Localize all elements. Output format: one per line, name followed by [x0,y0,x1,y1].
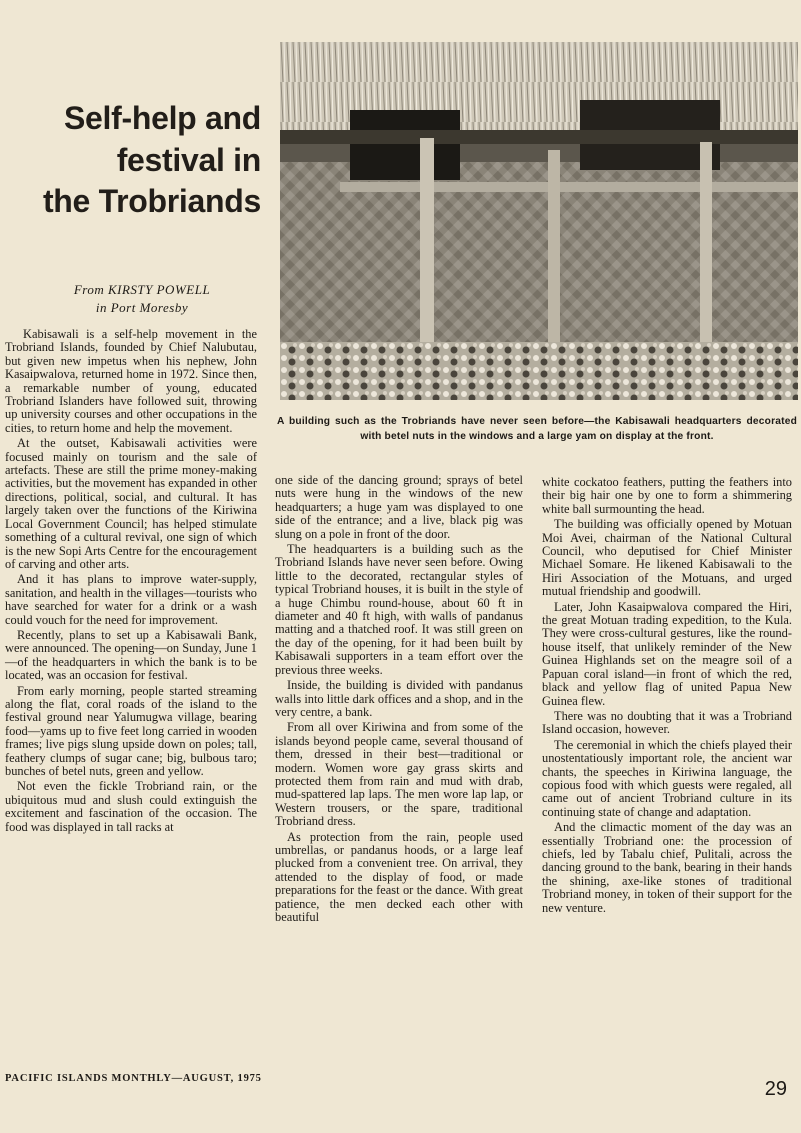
article-column-2 [275,474,523,926]
paragraph: Kabisawali is a self-help movement in the Trobriand Islands, founded by Chief Nalubutau, but given new impetus when his nephew, John Kasaipwalova, returned home in 1972. Since then, a remarkable number of young, educated Trobriand Islanders have followed suit, throwing up university courses and other occupations in the cities, to return home and help the movement. [5,327,257,435]
paragraph: The building was officially opened by Motuan Moi Avei, chairman of the National Cultural Council, who deputised for Chief Minister Michael Somare. He likened Kabisawali to the Hiri Association of the Motuans, and urged mutual friendship and goodwill. [542,517,792,599]
paragraph: one side of the dancing ground; sprays of betel nuts were hung in the windows of the new headquarters; a huge yam was displayed to one side of the entrance; and a live, black pig was slung on a pole in front of the door. [275,473,523,541]
paragraph: white cockatoo feathers, putting the feathers into their big hair one by one to form a shimmering white ball surmounting the head. [542,475,792,516]
paragraph: The headquarters is a building such as the Trobriand Islands have never seen before. Owing little to the decorated, rectangular styles of typical Trobriand houses, it is built in the style of a huge Chimbu round-house, about 60 ft in diameter and 40 ft high, with walls of pandanus matting and a thatched roof. It was still green on the day of the opening, for it had been built by Kabisawali supporters in a team effort over the previous three weeks. [275,542,523,677]
byline-author: From KIRSTY POWELL [73,282,211,297]
article-column-3 [542,476,792,917]
paragraph: From all over Kiriwina and from some of the islands beyond people came, several thousand of them, dressed in their best—traditional or modern. Women wore gay grass skirts and protected them from rain and mud with drab, mud-spattered lap laps. The men wore lap lap, or Western trousers, or the spare, traditional Trobriand dress. [275,720,523,829]
byline [22,281,262,316]
paragraph: There was no doubting that it was a Trobriand Island occasion, however. [542,708,792,737]
paragraph: As protection from the rain, people used umbrellas, or pandanus hoods, or a large leaf plucked from a convenient tree. On arrival, they attended to the display of food, or made preparations for the feast or the dance. With great patience, the men decked each other with beautiful [275,829,523,924]
paragraph: From early morning, people started streaming along the flat, coral roads of the island to the festival ground near Yalumugwa village, bearing food—yams up to five feet long carried in wooden frames; live pigs slung upside down on poles; tall, feathery clumps of sugar cane; big, bulbous taro; bunches of betel nuts, green and yellow. [5,683,257,778]
photo-building-illustration [280,42,798,400]
paragraph: And it has plans to improve water-supply, sanitation, and health in the villages—tourists who have searched for water for a drink or a wash could vouch for the need for improvement. [5,572,257,627]
byline-place: in Port Moresby [95,299,189,315]
paragraph: The ceremonial in which the chiefs played their unostentatiously important role, the ancient war chants, the speeches in Kiriwina language, the copious food with which guests were regaled, all came out of ancient Trobriand culture in its continuing state of change and adaptation. [542,737,792,819]
paragraph: Recently, plans to set up a Kabisawali Bank, were announced. The opening—on Sunday, June 1—of the headquarters in which the bank is to be located, was an occasion for festival. [5,627,257,683]
paragraph: And the climactic moment of the day was an essentially Trobriand one: the procession of chiefs, led by Tabalu chief, Pulitali, across the dancing ground to the bank, bearing in their hands the shining, axe-like stones of traditional Trobriand money, in token of their support for the new venture. [542,820,792,915]
paragraph: Not even the fickle Trobriand rain, or the ubiquitous mud and slush could extinguish the excitement and fascination of the occasion. The food was displayed in tall racks at [5,779,257,834]
headline-line: festival in [116,141,261,178]
paragraph: At the outset, Kabisawali activities were focused mainly on tourism and the sale of artefacts. These are still the prime money-making activities, but the movement has expanded in other directions, political, social, and cultural. It has largely taken over the functions of the Kiriwina Local Government Council; has helped stimulate something of a cultural revival, one sign of which is the new Sopi Arts Centre for the encouragement of carving and other arts. [5,436,257,571]
headline-line: Self-help and [63,100,261,136]
paragraph: Inside, the building is divided with pandanus walls into little dark offices and a shop, and in the very centre, a bank. [275,678,523,719]
headline-line: the Trobriands [42,183,261,220]
page-number: 29 [764,1078,787,1100]
publication-footer: PACIFIC ISLANDS MONTHLY—AUGUST, 1975 [5,1073,262,1084]
paragraph: Later, John Kasaipwalova compared the Hiri, the great Motuan trading expedition, to the Kula. They were cross-cultural gestures, like the round-house itself, that unlikely reminder of the New Guinea Highlands set on the meagre soil of a Papuan coral island—in front of which the red, black and yellow flag of united Papua New Guinea flew. [542,599,792,708]
article-column-1 [5,328,257,836]
photo-caption: A building such as the Trobriands have never seen before—the Kabisawali headquarters decorated with betel nuts in the windows and a large yam on display at the front. [277,416,797,442]
article-headline [21,98,261,223]
article-photo [280,42,798,400]
